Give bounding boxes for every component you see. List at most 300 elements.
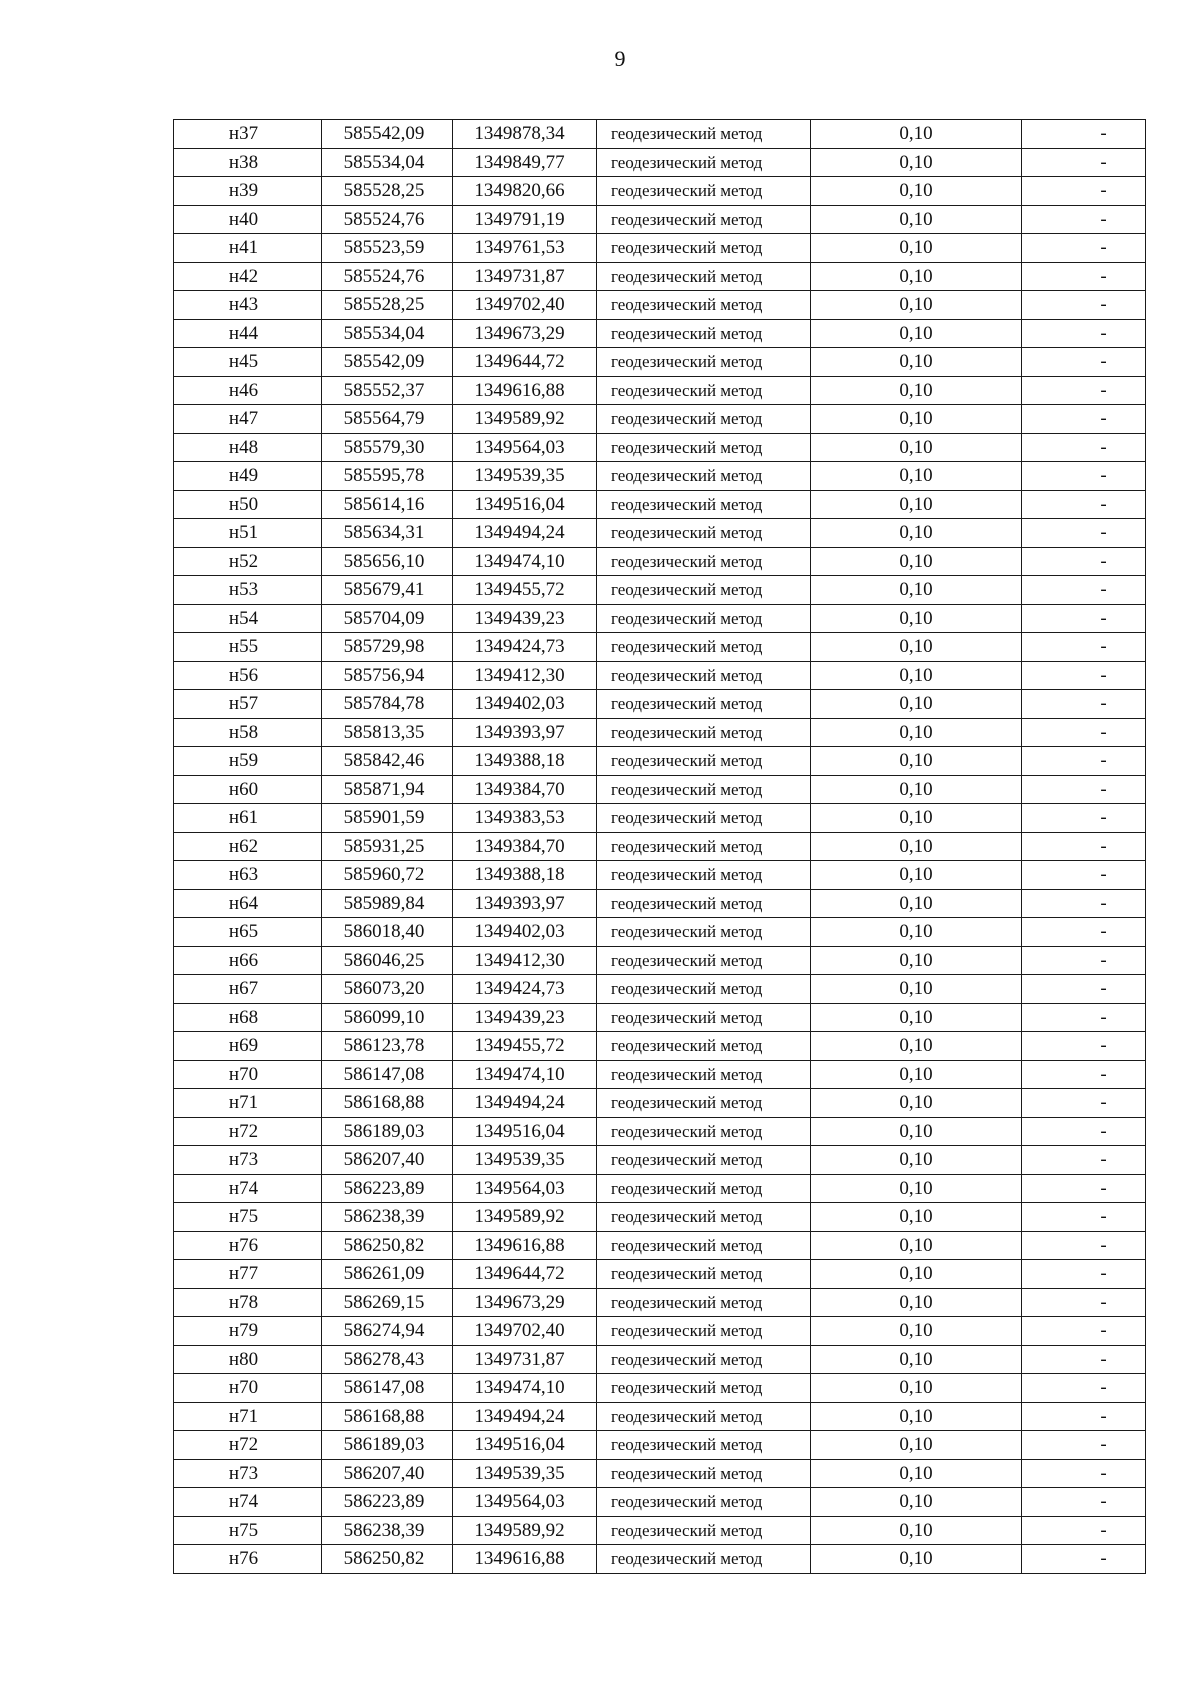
- method-cell: геодезический метод: [597, 832, 811, 861]
- y-coordinate-cell: 1349731,87: [453, 1345, 597, 1374]
- accuracy-cell: 0,10: [811, 1231, 1022, 1260]
- y-coordinate-cell: 1349393,97: [453, 718, 597, 747]
- y-coordinate-cell: 1349564,03: [453, 1488, 597, 1517]
- point-id-cell: н74: [174, 1488, 322, 1517]
- x-coordinate-cell: 586223,89: [322, 1174, 453, 1203]
- point-id-cell: н46: [174, 376, 322, 405]
- accuracy-cell: 0,10: [811, 177, 1022, 206]
- x-coordinate-cell: 585595,78: [322, 462, 453, 491]
- method-cell: геодезический метод: [597, 718, 811, 747]
- point-id-cell: н38: [174, 148, 322, 177]
- y-coordinate-cell: 1349564,03: [453, 433, 597, 462]
- accuracy-cell: 0,10: [811, 1260, 1022, 1289]
- y-coordinate-cell: 1349539,35: [453, 1459, 597, 1488]
- method-cell: геодезический метод: [597, 1345, 811, 1374]
- y-coordinate-cell: 1349516,04: [453, 1117, 597, 1146]
- accuracy-cell: 0,10: [811, 918, 1022, 947]
- point-id-cell: н64: [174, 889, 322, 918]
- table-row: [174, 1516, 1146, 1545]
- table-row: [174, 661, 1146, 690]
- y-coordinate-cell: 1349424,73: [453, 633, 597, 662]
- table-row: [174, 804, 1146, 833]
- table-row: [174, 291, 1146, 320]
- table-row: [174, 1488, 1146, 1517]
- point-id-cell: н37: [174, 120, 322, 149]
- x-coordinate-cell: 585901,59: [322, 804, 453, 833]
- table-row: [174, 1374, 1146, 1403]
- accuracy-cell: 0,10: [811, 1459, 1022, 1488]
- method-cell: геодезический метод: [597, 1260, 811, 1289]
- note-cell: -: [1022, 1431, 1146, 1460]
- note-cell: -: [1022, 1260, 1146, 1289]
- note-cell: -: [1022, 690, 1146, 719]
- note-cell: -: [1022, 775, 1146, 804]
- y-coordinate-cell: 1349494,24: [453, 1089, 597, 1118]
- point-id-cell: н55: [174, 633, 322, 662]
- note-cell: -: [1022, 1089, 1146, 1118]
- method-cell: геодезический метод: [597, 1003, 811, 1032]
- y-coordinate-cell: 1349616,88: [453, 376, 597, 405]
- note-cell: -: [1022, 1516, 1146, 1545]
- table-row: [174, 348, 1146, 377]
- accuracy-cell: 0,10: [811, 1146, 1022, 1175]
- method-cell: геодезический метод: [597, 1203, 811, 1232]
- table-row: [174, 918, 1146, 947]
- y-coordinate-cell: 1349616,88: [453, 1545, 597, 1574]
- x-coordinate-cell: 585564,79: [322, 405, 453, 434]
- accuracy-cell: 0,10: [811, 1374, 1022, 1403]
- method-cell: геодезический метод: [597, 120, 811, 149]
- method-cell: геодезический метод: [597, 1174, 811, 1203]
- note-cell: -: [1022, 1345, 1146, 1374]
- note-cell: -: [1022, 604, 1146, 633]
- method-cell: геодезический метод: [597, 1231, 811, 1260]
- table-row: [174, 234, 1146, 263]
- method-cell: геодезический метод: [597, 604, 811, 633]
- y-coordinate-cell: 1349849,77: [453, 148, 597, 177]
- note-cell: -: [1022, 576, 1146, 605]
- note-cell: -: [1022, 804, 1146, 833]
- table-row: [174, 319, 1146, 348]
- point-id-cell: н40: [174, 205, 322, 234]
- method-cell: геодезический метод: [597, 690, 811, 719]
- y-coordinate-cell: 1349878,34: [453, 120, 597, 149]
- table-row: [174, 490, 1146, 519]
- point-id-cell: н54: [174, 604, 322, 633]
- point-id-cell: н52: [174, 547, 322, 576]
- note-cell: -: [1022, 462, 1146, 491]
- note-cell: -: [1022, 262, 1146, 291]
- point-id-cell: н39: [174, 177, 322, 206]
- point-id-cell: н76: [174, 1231, 322, 1260]
- y-coordinate-cell: 1349455,72: [453, 1032, 597, 1061]
- x-coordinate-cell: 585842,46: [322, 747, 453, 776]
- table-row: [174, 120, 1146, 149]
- y-coordinate-cell: 1349644,72: [453, 1260, 597, 1289]
- y-coordinate-cell: 1349644,72: [453, 348, 597, 377]
- accuracy-cell: 0,10: [811, 462, 1022, 491]
- point-id-cell: н73: [174, 1459, 322, 1488]
- method-cell: геодезический метод: [597, 462, 811, 491]
- table-row: [174, 633, 1146, 662]
- point-id-cell: н79: [174, 1317, 322, 1346]
- point-id-cell: н74: [174, 1174, 322, 1203]
- point-id-cell: н67: [174, 975, 322, 1004]
- method-cell: геодезический метод: [597, 177, 811, 206]
- y-coordinate-cell: 1349474,10: [453, 1060, 597, 1089]
- method-cell: геодезический метод: [597, 205, 811, 234]
- y-coordinate-cell: 1349439,23: [453, 604, 597, 633]
- y-coordinate-cell: 1349589,92: [453, 1203, 597, 1232]
- note-cell: -: [1022, 1231, 1146, 1260]
- y-coordinate-cell: 1349402,03: [453, 690, 597, 719]
- note-cell: -: [1022, 889, 1146, 918]
- point-id-cell: н44: [174, 319, 322, 348]
- y-coordinate-cell: 1349589,92: [453, 1516, 597, 1545]
- point-id-cell: н58: [174, 718, 322, 747]
- accuracy-cell: 0,10: [811, 1402, 1022, 1431]
- point-id-cell: н56: [174, 661, 322, 690]
- accuracy-cell: 0,10: [811, 861, 1022, 890]
- table-row: [174, 205, 1146, 234]
- accuracy-cell: 0,10: [811, 633, 1022, 662]
- point-id-cell: н73: [174, 1146, 322, 1175]
- method-cell: геодезический метод: [597, 775, 811, 804]
- note-cell: -: [1022, 1003, 1146, 1032]
- note-cell: -: [1022, 348, 1146, 377]
- x-coordinate-cell: 585524,76: [322, 262, 453, 291]
- x-coordinate-cell: 585871,94: [322, 775, 453, 804]
- method-cell: геодезический метод: [597, 576, 811, 605]
- point-id-cell: н68: [174, 1003, 322, 1032]
- method-cell: геодезический метод: [597, 861, 811, 890]
- accuracy-cell: 0,10: [811, 1032, 1022, 1061]
- point-id-cell: н71: [174, 1402, 322, 1431]
- method-cell: геодезический метод: [597, 547, 811, 576]
- y-coordinate-cell: 1349702,40: [453, 291, 597, 320]
- table-row: [174, 718, 1146, 747]
- accuracy-cell: 0,10: [811, 348, 1022, 377]
- x-coordinate-cell: 585989,84: [322, 889, 453, 918]
- x-coordinate-cell: 586207,40: [322, 1459, 453, 1488]
- method-cell: геодезический метод: [597, 1146, 811, 1175]
- note-cell: -: [1022, 547, 1146, 576]
- accuracy-cell: 0,10: [811, 1174, 1022, 1203]
- x-coordinate-cell: 586189,03: [322, 1431, 453, 1460]
- method-cell: геодезический метод: [597, 433, 811, 462]
- point-id-cell: н75: [174, 1516, 322, 1545]
- method-cell: геодезический метод: [597, 633, 811, 662]
- x-coordinate-cell: 585579,30: [322, 433, 453, 462]
- table-row: [174, 690, 1146, 719]
- method-cell: геодезический метод: [597, 1431, 811, 1460]
- accuracy-cell: 0,10: [811, 775, 1022, 804]
- note-cell: -: [1022, 1117, 1146, 1146]
- accuracy-cell: 0,10: [811, 205, 1022, 234]
- point-id-cell: н72: [174, 1117, 322, 1146]
- table-row: [174, 1459, 1146, 1488]
- point-id-cell: н80: [174, 1345, 322, 1374]
- point-id-cell: н61: [174, 804, 322, 833]
- table-row: [174, 889, 1146, 918]
- note-cell: -: [1022, 291, 1146, 320]
- x-coordinate-cell: 586269,15: [322, 1288, 453, 1317]
- accuracy-cell: 0,10: [811, 148, 1022, 177]
- point-id-cell: н62: [174, 832, 322, 861]
- table-row: [174, 462, 1146, 491]
- note-cell: -: [1022, 633, 1146, 662]
- method-cell: геодезический метод: [597, 1488, 811, 1517]
- y-coordinate-cell: 1349791,19: [453, 205, 597, 234]
- point-id-cell: н59: [174, 747, 322, 776]
- table-row: [174, 1345, 1146, 1374]
- note-cell: -: [1022, 1288, 1146, 1317]
- accuracy-cell: 0,10: [811, 604, 1022, 633]
- x-coordinate-cell: 586238,39: [322, 1516, 453, 1545]
- y-coordinate-cell: 1349424,73: [453, 975, 597, 1004]
- x-coordinate-cell: 586147,08: [322, 1374, 453, 1403]
- x-coordinate-cell: 585542,09: [322, 120, 453, 149]
- accuracy-cell: 0,10: [811, 718, 1022, 747]
- point-id-cell: н41: [174, 234, 322, 263]
- y-coordinate-cell: 1349474,10: [453, 1374, 597, 1403]
- note-cell: -: [1022, 975, 1146, 1004]
- table-row: [174, 1089, 1146, 1118]
- note-cell: -: [1022, 1146, 1146, 1175]
- method-cell: геодезический метод: [597, 234, 811, 263]
- x-coordinate-cell: 585756,94: [322, 661, 453, 690]
- note-cell: -: [1022, 747, 1146, 776]
- method-cell: геодезический метод: [597, 490, 811, 519]
- accuracy-cell: 0,10: [811, 1317, 1022, 1346]
- method-cell: геодезический метод: [597, 804, 811, 833]
- coordinates-table-body: [174, 120, 1146, 1574]
- note-cell: -: [1022, 405, 1146, 434]
- x-coordinate-cell: 585656,10: [322, 547, 453, 576]
- point-id-cell: н78: [174, 1288, 322, 1317]
- method-cell: геодезический метод: [597, 1288, 811, 1317]
- accuracy-cell: 0,10: [811, 832, 1022, 861]
- x-coordinate-cell: 585534,04: [322, 148, 453, 177]
- x-coordinate-cell: 586099,10: [322, 1003, 453, 1032]
- method-cell: геодезический метод: [597, 519, 811, 548]
- note-cell: -: [1022, 661, 1146, 690]
- table-row: [174, 1288, 1146, 1317]
- x-coordinate-cell: 585528,25: [322, 177, 453, 206]
- table-row: [174, 576, 1146, 605]
- method-cell: геодезический метод: [597, 661, 811, 690]
- x-coordinate-cell: 585552,37: [322, 376, 453, 405]
- x-coordinate-cell: 585523,59: [322, 234, 453, 263]
- accuracy-cell: 0,10: [811, 576, 1022, 605]
- table-row: [174, 1545, 1146, 1574]
- point-id-cell: н69: [174, 1032, 322, 1061]
- y-coordinate-cell: 1349384,70: [453, 832, 597, 861]
- method-cell: геодезический метод: [597, 946, 811, 975]
- note-cell: -: [1022, 1203, 1146, 1232]
- table-row: [174, 1117, 1146, 1146]
- y-coordinate-cell: 1349383,53: [453, 804, 597, 833]
- y-coordinate-cell: 1349388,18: [453, 861, 597, 890]
- x-coordinate-cell: 586250,82: [322, 1231, 453, 1260]
- table-row: [174, 1317, 1146, 1346]
- method-cell: геодезический метод: [597, 1032, 811, 1061]
- note-cell: -: [1022, 861, 1146, 890]
- note-cell: -: [1022, 1488, 1146, 1517]
- note-cell: -: [1022, 234, 1146, 263]
- x-coordinate-cell: 586147,08: [322, 1060, 453, 1089]
- y-coordinate-cell: 1349393,97: [453, 889, 597, 918]
- y-coordinate-cell: 1349564,03: [453, 1174, 597, 1203]
- x-coordinate-cell: 586261,09: [322, 1260, 453, 1289]
- x-coordinate-cell: 586207,40: [322, 1146, 453, 1175]
- accuracy-cell: 0,10: [811, 519, 1022, 548]
- x-coordinate-cell: 586046,25: [322, 946, 453, 975]
- note-cell: -: [1022, 918, 1146, 947]
- note-cell: -: [1022, 1060, 1146, 1089]
- note-cell: -: [1022, 832, 1146, 861]
- method-cell: геодезический метод: [597, 1374, 811, 1403]
- point-id-cell: н72: [174, 1431, 322, 1460]
- point-id-cell: н57: [174, 690, 322, 719]
- method-cell: геодезический метод: [597, 1402, 811, 1431]
- table-row: [174, 547, 1146, 576]
- point-id-cell: н76: [174, 1545, 322, 1574]
- table-row: [174, 1146, 1146, 1175]
- y-coordinate-cell: 1349820,66: [453, 177, 597, 206]
- point-id-cell: н60: [174, 775, 322, 804]
- method-cell: геодезический метод: [597, 1089, 811, 1118]
- accuracy-cell: 0,10: [811, 433, 1022, 462]
- method-cell: геодезический метод: [597, 918, 811, 947]
- accuracy-cell: 0,10: [811, 1060, 1022, 1089]
- note-cell: -: [1022, 376, 1146, 405]
- method-cell: геодезический метод: [597, 1060, 811, 1089]
- y-coordinate-cell: 1349673,29: [453, 319, 597, 348]
- method-cell: геодезический метод: [597, 148, 811, 177]
- note-cell: -: [1022, 205, 1146, 234]
- table-row: [174, 376, 1146, 405]
- note-cell: -: [1022, 1402, 1146, 1431]
- note-cell: -: [1022, 1459, 1146, 1488]
- x-coordinate-cell: 585960,72: [322, 861, 453, 890]
- method-cell: геодезический метод: [597, 376, 811, 405]
- method-cell: геодезический метод: [597, 975, 811, 1004]
- accuracy-cell: 0,10: [811, 1545, 1022, 1574]
- accuracy-cell: 0,10: [811, 690, 1022, 719]
- note-cell: -: [1022, 1317, 1146, 1346]
- point-id-cell: н71: [174, 1089, 322, 1118]
- x-coordinate-cell: 586274,94: [322, 1317, 453, 1346]
- x-coordinate-cell: 585813,35: [322, 718, 453, 747]
- x-coordinate-cell: 586168,88: [322, 1402, 453, 1431]
- accuracy-cell: 0,10: [811, 1203, 1022, 1232]
- method-cell: геодезический метод: [597, 405, 811, 434]
- accuracy-cell: 0,10: [811, 490, 1022, 519]
- table-row: [174, 519, 1146, 548]
- table-row: [174, 1203, 1146, 1232]
- y-coordinate-cell: 1349761,53: [453, 234, 597, 263]
- x-coordinate-cell: 586123,78: [322, 1032, 453, 1061]
- y-coordinate-cell: 1349402,03: [453, 918, 597, 947]
- point-id-cell: н45: [174, 348, 322, 377]
- point-id-cell: н70: [174, 1374, 322, 1403]
- point-id-cell: н63: [174, 861, 322, 890]
- x-coordinate-cell: 585679,41: [322, 576, 453, 605]
- note-cell: -: [1022, 1174, 1146, 1203]
- y-coordinate-cell: 1349474,10: [453, 547, 597, 576]
- x-coordinate-cell: 585534,04: [322, 319, 453, 348]
- table-row: [174, 1060, 1146, 1089]
- y-coordinate-cell: 1349455,72: [453, 576, 597, 605]
- accuracy-cell: 0,10: [811, 975, 1022, 1004]
- accuracy-cell: 0,10: [811, 262, 1022, 291]
- accuracy-cell: 0,10: [811, 291, 1022, 320]
- table-row: [174, 1402, 1146, 1431]
- x-coordinate-cell: 586278,43: [322, 1345, 453, 1374]
- x-coordinate-cell: 585524,76: [322, 205, 453, 234]
- point-id-cell: н77: [174, 1260, 322, 1289]
- x-coordinate-cell: 585542,09: [322, 348, 453, 377]
- y-coordinate-cell: 1349702,40: [453, 1317, 597, 1346]
- accuracy-cell: 0,10: [811, 661, 1022, 690]
- note-cell: -: [1022, 433, 1146, 462]
- note-cell: -: [1022, 490, 1146, 519]
- method-cell: геодезический метод: [597, 319, 811, 348]
- accuracy-cell: 0,10: [811, 319, 1022, 348]
- accuracy-cell: 0,10: [811, 234, 1022, 263]
- accuracy-cell: 0,10: [811, 1003, 1022, 1032]
- note-cell: -: [1022, 519, 1146, 548]
- note-cell: -: [1022, 1032, 1146, 1061]
- point-id-cell: н49: [174, 462, 322, 491]
- note-cell: -: [1022, 319, 1146, 348]
- method-cell: геодезический метод: [597, 262, 811, 291]
- point-id-cell: н50: [174, 490, 322, 519]
- accuracy-cell: 0,10: [811, 1488, 1022, 1517]
- x-coordinate-cell: 585729,98: [322, 633, 453, 662]
- x-coordinate-cell: 585634,31: [322, 519, 453, 548]
- table-row: [174, 775, 1146, 804]
- point-id-cell: н75: [174, 1203, 322, 1232]
- y-coordinate-cell: 1349439,23: [453, 1003, 597, 1032]
- x-coordinate-cell: 585931,25: [322, 832, 453, 861]
- x-coordinate-cell: 586168,88: [322, 1089, 453, 1118]
- coordinates-table: [173, 119, 1146, 1574]
- accuracy-cell: 0,10: [811, 1288, 1022, 1317]
- x-coordinate-cell: 586223,89: [322, 1488, 453, 1517]
- x-coordinate-cell: 586250,82: [322, 1545, 453, 1574]
- y-coordinate-cell: 1349539,35: [453, 1146, 597, 1175]
- x-coordinate-cell: 585704,09: [322, 604, 453, 633]
- point-id-cell: н53: [174, 576, 322, 605]
- table-row: [174, 1431, 1146, 1460]
- table-row: [174, 405, 1146, 434]
- point-id-cell: н51: [174, 519, 322, 548]
- accuracy-cell: 0,10: [811, 405, 1022, 434]
- note-cell: -: [1022, 148, 1146, 177]
- x-coordinate-cell: 585614,16: [322, 490, 453, 519]
- x-coordinate-cell: 586189,03: [322, 1117, 453, 1146]
- y-coordinate-cell: 1349384,70: [453, 775, 597, 804]
- x-coordinate-cell: 586073,20: [322, 975, 453, 1004]
- method-cell: геодезический метод: [597, 348, 811, 377]
- accuracy-cell: 0,10: [811, 946, 1022, 975]
- point-id-cell: н65: [174, 918, 322, 947]
- table-row: [174, 1032, 1146, 1061]
- method-cell: геодезический метод: [597, 889, 811, 918]
- table-row: [174, 1174, 1146, 1203]
